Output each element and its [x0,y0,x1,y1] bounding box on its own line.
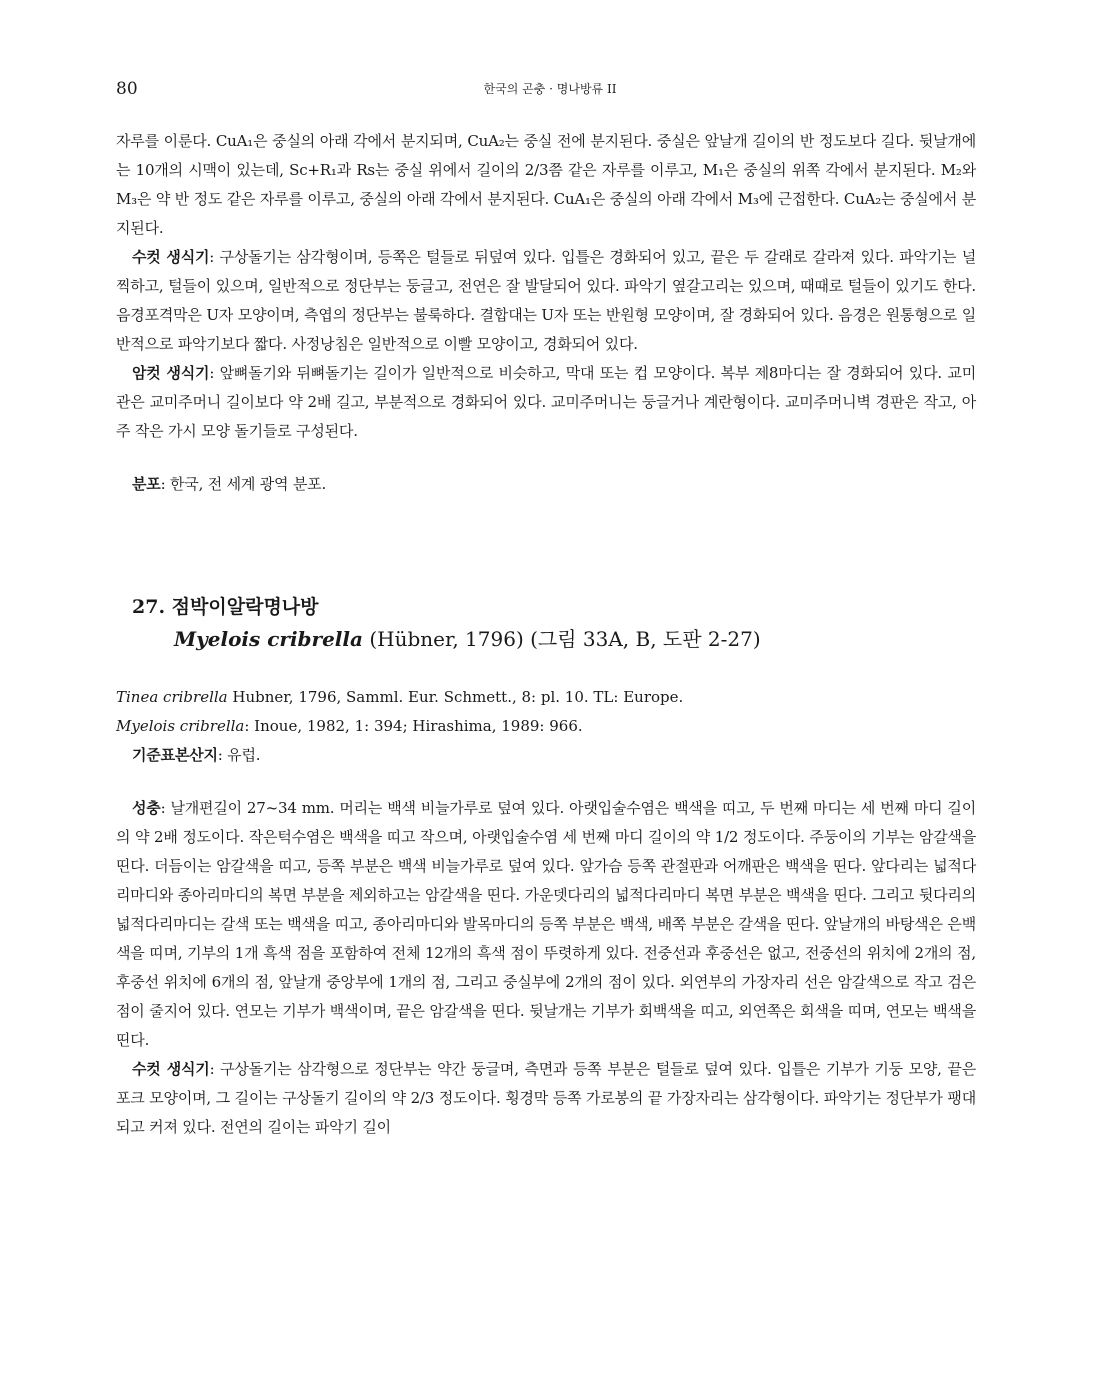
reference-line [116,683,976,712]
reference-text: Hubner, 1796, Samml. Eur. Schmett., 8: pl. 10. TL: Europe. [227,688,684,706]
page-number: 80 [116,79,138,99]
section-text: : 유럽. [217,746,261,764]
species-title: 27. 점박이알락명나방 [132,596,319,618]
reference-text: : Inoue, 1982, 1: 394; Hirashima, 1989: 966. [244,717,583,735]
reference-name: Myelois cribrella [116,717,245,735]
distribution-paragraph [116,470,976,499]
section-label: 기준표본산지 [132,746,218,764]
section-text: : 날개편길이 27~34 mm. 머리는 백색 비늘가루로 덮여 있다. 아랫입술수염은 백색을 띠고, 두 번째 마디는 세 번째 마디 길이의 약 2배 정도이다. 작은턱수염은 백색을 띠고 작으며, 아랫입술수염 세 번째 마디 길이의 약 1/2 정도이다. 주둥이의 기부는 암갈색을 띤다. 더듬이는 암갈색을 띠고, 등쪽 부분은 백색 비늘가루로 덮여 있다. 앞가슴 등쪽 관절판과 어깨판은 백색을 띤다. 앞다리는 넓적다리마디와 종아리마디의 복면 부분을 제외하고는 암갈색을 띤다. 가운뎃다리의 넓적다리마디 복면 부분은 백색을 띤다. 그리고 뒷다리의 넓적다리마디는 갈색 또는 백색을 띠고, 종아리마디와 발목마디의 등쪽 부분은 백색, 배쪽 부분은 갈색을 띤다. 앞날개의 바탕색은 은백색을 띠며, 기부의 1개 흑색 점을 포함하여 전체 12개의 흑색 점이 뚜렷하게 있다. 전중선과 후중선은 없고, 전중선의 위치에 2개의 점, 후중선 위치에 6개의 점, 앞날개 중앙부에 1개의 점, 그리고 중실부에 2개의 점이 있다. 외연부의 가장자리 선은 암갈색으로 작고 검은 점이 줄지어 있다. 연모는 기부가 백색이며, 끝은 암갈색을 띤다. 뒷날개는 기부가 회백색을 띠고, 외연쪽은 회색을 띠며, 연모는 백색을 띤다. [116,799,976,1049]
reference-line [116,712,976,741]
species-authority: (Hübner, 1796) (그림 33A, B, 도판 2-27) [362,627,761,651]
section-label: 분포 [132,475,161,493]
species-heading [116,591,976,655]
section-text: : 앞뼈돌기와 뒤뼈돌기는 길이가 일반적으로 비슷하고, 막대 또는 컵 모양이다. 복부 제8마디는 잘 경화되어 있다. 교미관은 교미주머니 길이보다 약 2배 길고, 부분적으로 경화되어 있다. 교미주머니는 둥글거나 계란형이다. 교미주머니벽 경판은 작고, 아주 작은 가시 모양 돌기들로 구성된다. [116,364,976,440]
page-body [116,127,976,1142]
section-label: 수컷 생식기 [132,1060,210,1078]
section-text: : 구상돌기는 삼각형이며, 등쪽은 털들로 뒤덮여 있다. 입틀은 경화되어 있고, 끝은 두 갈래로 갈라져 있다. 파악기는 널찍하고, 털들이 있으며, 일반적으로 정단부는 둥글고, 전연은 잘 발달되어 있다. 파악기 옆갈고리는 있으며, 때때로 털들이 있기도 한다. 음경포격막은 U자 모양이며, 측엽의 정단부는 불룩하다. 결합대는 U자 또는 반원형 모양이며, 잘 경화되어 있다. 음경은 원통형으로 일반적으로 파악기보다 짧다. 사정낭침은 일반적으로 이빨 모양이고, 경화되어 있다. [116,248,976,353]
running-title: 한국의 곤충 · 명나방류 II [483,82,617,96]
section-label: 성충 [132,799,161,817]
section-text: : 한국, 전 세계 광역 분포. [160,475,327,493]
type-locality-line [116,741,976,770]
section-text: : 구상돌기는 삼각형으로 정단부는 약간 둥글며, 측면과 등쪽 부분은 털들로 덮여 있다. 입틀은 기부가 기둥 모양, 끝은 포크 모양이며, 그 길이는 구상돌기 길이의 약 2/3 정도이다. 횡경막 등쪽 가로봉의 끝 가장자리는 삼각형이다. 파악기는 정단부가 팽대되고 커져 있다. 전연의 길이는 파악기 길이 [116,1060,976,1136]
adult-description-paragraph [116,794,976,1055]
section-label: 수컷 생식기 [132,248,210,266]
male-genitalia-paragraph [116,243,976,359]
genus-species: Myelois cribrella [174,627,363,651]
female-genitalia-paragraph [116,359,976,446]
continuation-paragraph: 자루를 이룬다. CuA₁은 중실의 아래 각에서 분지되며, CuA₂는 중실 전에 분지된다. 중실은 앞날개 길이의 반 정도보다 길다. 뒷날개에는 10개의 시맥이 있는데, Sc+R₁과 Rs는 중실 위에서 길이의 2/3쯤 같은 자루를 이루고, M₁은 중실의 위쪽 각에서 분지된다. M₂와 M₃은 약 반 정도 같은 자루를 이루고, 중실의 아래 각에서 분지된다. CuA₁은 중실의 아래 각에서 M₃에 근접한다. CuA₂는 중실에서 분지된다. [116,132,976,237]
section-label: 암컷 생식기 [132,364,210,382]
male-genitalia-paragraph-2 [116,1055,976,1142]
reference-name: Tinea cribrella [116,688,228,706]
species-scientific-name [132,623,976,655]
